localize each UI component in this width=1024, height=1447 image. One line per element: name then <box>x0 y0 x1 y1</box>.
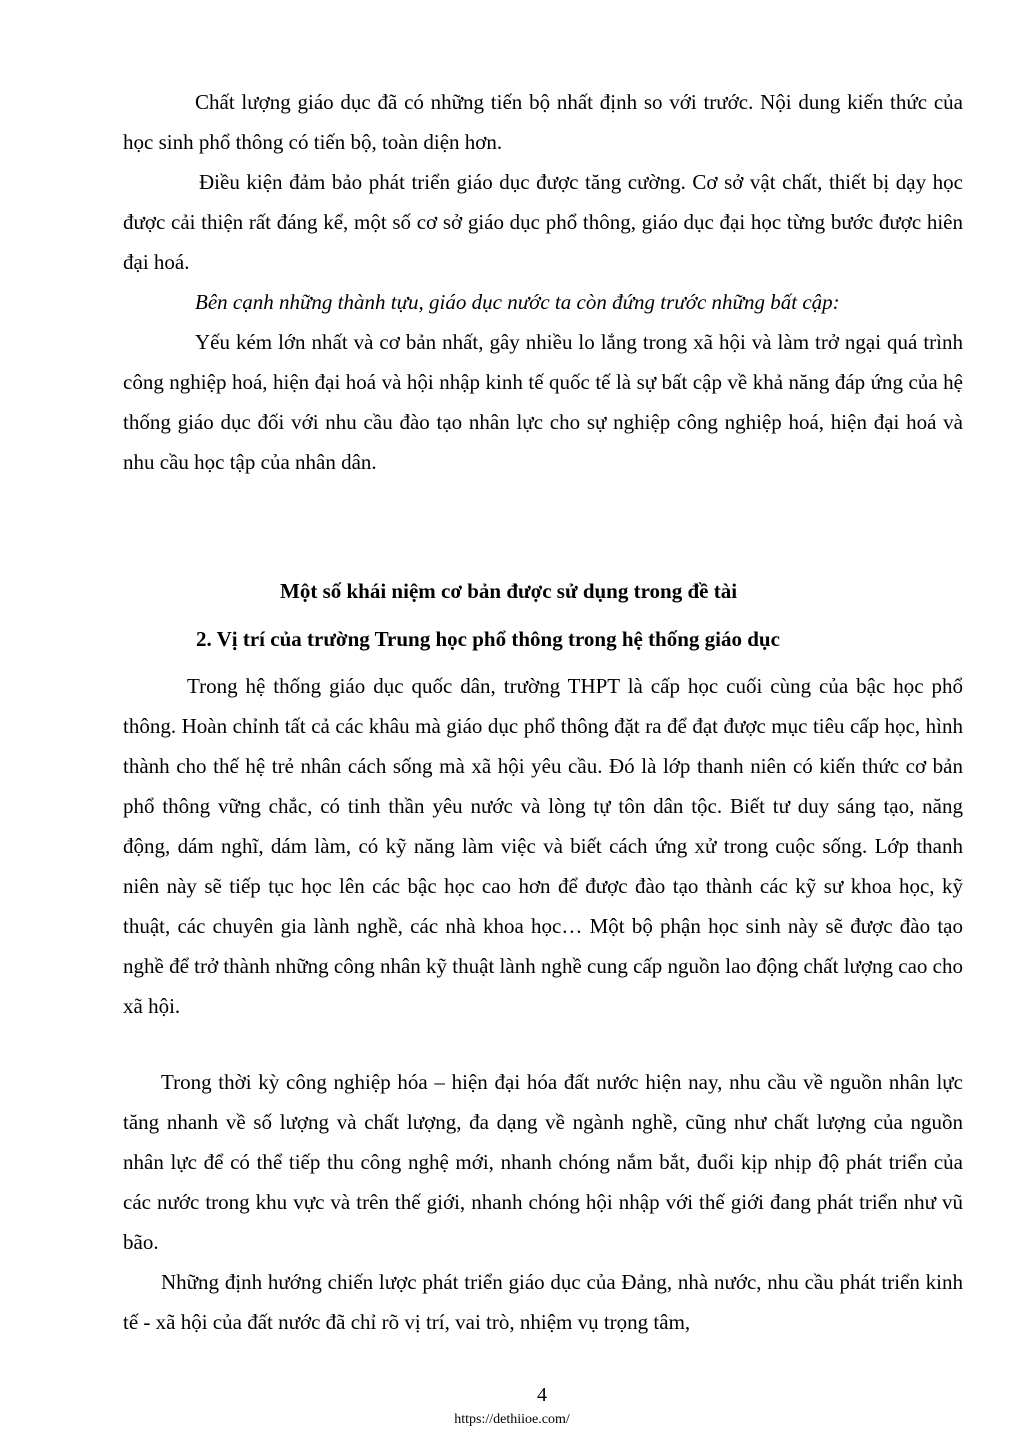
paragraph-main-weakness: Yếu kém lớn nhất và cơ bản nhất, gây nhiều lo lắng trong xã hội và làm trở ngại quá trình công nghiệp hoá, hiện đại hoá và hội nhập kinh tế quốc tế là sự bất cập về khả năng đáp ứng của hệ thống giáo dục đối với nhu cầu đào tạo nhân lực cho sự nghiệp công nghiệp hoá, hiện đại hoá và nhu cầu học tập của nhân dân. <box>123 330 963 474</box>
section-heading-school-position: 2. Vị trí của trường Trung học phổ thông trong hệ thống giáo dục <box>196 627 780 651</box>
paragraph-industrialization: Trong thời kỳ công nghiệp hóa – hiện đại hóa đất nước hiện nay, nhu cầu về nguồn nhân lực tăng nhanh về số lượng và chất lượng, đa dạng về ngành nghề, cũng như chất lượng của nguồn nhân lực để có thể tiếp thu công nghệ mới, nhanh chóng nắm bắt, đuổi kịp nhịp độ phát triển của các nước trong khu vực và trên thế giới, nhanh chóng hội nhập với thế giới đang phát triển như vũ bão. <box>123 1070 963 1254</box>
paragraph-shortcomings-intro: Bên cạnh những thành tựu, giáo dục nước ta còn đứng trước những bất cập: <box>195 290 840 314</box>
page-number: 4 <box>537 1384 547 1406</box>
paragraph-quality-progress: Chất lượng giáo dục đã có những tiến bộ nhất định so với trước. Nội dung kiến thức của học sinh phổ thông có tiến bộ, toàn diện hơn. <box>123 90 963 154</box>
paragraph-strategic-orientation: Những định hướng chiến lược phát triển giáo dục của Đảng, nhà nước, nhu cầu phát triển kinh tế - xã hội của đất nước đã chỉ rõ vị trí, vai trò, nhiệm vụ trọng tâm, <box>123 1270 963 1334</box>
footer-url: https://dethiioe.com/ <box>454 1412 570 1427</box>
paragraph-conditions: Điều kiện đảm bảo phát triển giáo dục được tăng cường. Cơ sở vật chất, thiết bị dạy học được cải thiện rất đáng kể, một số cơ sở giáo dục phổ thông, giáo dục đại học từng bước được hiên đại hoá. <box>123 170 963 274</box>
section-heading-concepts: Một số khái niệm cơ bản được sử dụng trong đề tài <box>280 579 738 603</box>
paragraph-school-role: Trong hệ thống giáo dục quốc dân, trường THPT là cấp học cuối cùng của bậc học phổ thông. Hoàn chỉnh tất cả các khâu mà giáo dục phổ thông đặt ra để đạt được mục tiêu cấp học, hình thành cho thế hệ trẻ nhân cách sống mà xã hội yêu cầu. Đó là lớp thanh niên có kiến thức cơ bản phổ thông vững chắc, có tinh thần yêu nước và lòng tự tôn dân tộc. Biết tư duy sáng tạo, năng động, dám nghĩ, dám làm, có kỹ năng làm việc và biết cách ứng xử trong cuộc sống. Lớp thanh niên này sẽ tiếp tục học lên các bậc học cao hơn để được đào tạo thành các kỹ sư khoa học, kỹ thuật, các chuyên gia lành nghề, các nhà khoa học… Một bộ phận học sinh này sẽ được đào tạo nghề để trở thành những công nhân kỹ thuật lành nghề cung cấp nguồn lao động chất lượng cao cho xã hội. <box>123 674 963 1018</box>
